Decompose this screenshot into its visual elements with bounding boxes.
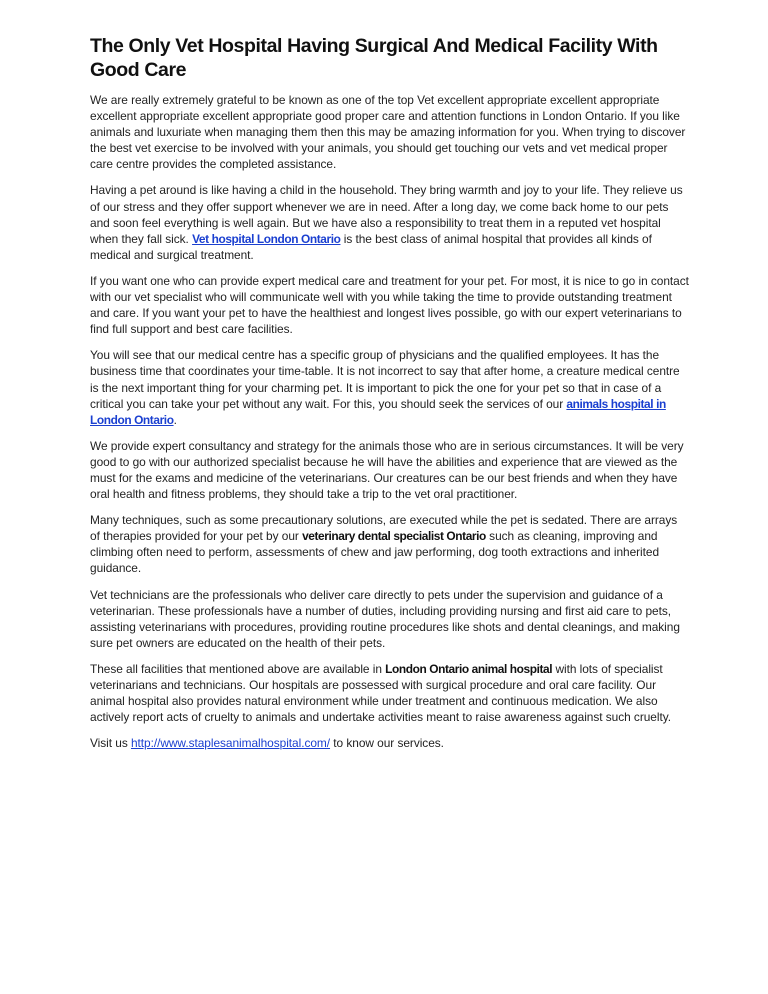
paragraph-consultancy: We provide expert consultancy and strategy for the animals those who are in serious circumstances. It will be very good to go with our authorized specialist because he will have the abilities and experience that are viewed as the must for the exams and medicine of the veterinarians. Our creatures can be our best friends and when they have oral health and fitness problems, they should take a trip to the vet oral practitioner. [90,438,684,502]
paragraph-text: . [173,412,177,427]
paragraph-facilities [90,661,690,725]
paragraph-vet-technicians: Vet technicians are the professionals who deliver care directly to pets under the supervision and guidance of a veterinarian. These professionals have a number of duties, including providing nursing and first aid care to pets, assisting veterinarians with procedures, providing routine procedures like shots and dental cleanings, and making sure pet owners are educated on the health of their pets. [90,587,680,650]
website-link[interactable]: http://www.staplesanimalhospital.com/ [130,736,331,751]
vet-hospital-link[interactable]: Vet hospital London Ontario [192,231,341,246]
paragraph-techniques [90,512,690,576]
paragraph-medical-centre [90,347,690,427]
paragraph-text: Having a pet around is like having a child in the household. They bring warmth and joy to your life. They relieve us of our stress and they offer support whenever we are in need. After a long day, we come back home to our pets and soon feel everything is well again. But we have also a responsibility to treat them in a reputed vet hospital when they fall sick. [90,183,683,246]
paragraph-text: to know our services. [330,736,444,751]
dental-specialist-keyword: veterinary dental specialist Ontario [302,529,486,544]
paragraph-pet-household [90,182,690,262]
paragraph-intro: We are really extremely grateful to be known as one of the top Vet excellent appropriate excellent appropriate excellent appropriate excellent appropriate good proper care and attention functions in London Ontario. If you like animals and luxuriate when managing them then this may be amazing information for you. When trying to discover the best vet exercise to be involved with your animals, you should get touching our vets and vet medical proper care centre provides the completed assistance. [90,93,686,172]
animal-hospital-keyword: London Ontario animal hospital [385,661,553,676]
paragraph-text: You will see that our medical centre has a specific group of physicians and the qualified employees. It has the business time that coordinates your time-table. It is not incorrect to say that after home, a creature medical centre is the next important thing for your charming pet. It is important to pick the one for your pet so that in case of a critical you can take your pet without any wait. For this, you should seek the services of our [90,348,680,411]
paragraph-expert-care: If you want one who can provide expert medical care and treatment for your pet. For most, it is nice to go in contact with our vet specialist who will communicate well with you while taking the time to provide outstanding treatment and care. If you want your pet to have the healthiest and longest lives possible, go with our expert veterinarians to find full support and best care facilities. [90,273,689,337]
paragraph-text: such as cleaning, improving and climbing often need to perform, assessments of chew and jaw performing, dog tooth extractions and inherited guidance. [90,529,660,576]
paragraph-text: Many techniques, such as some precautionary solutions, are executed while the pet is sedated. There are arrays of therapies provided for your pet by our [90,513,678,544]
paragraph-text: Visit us [90,736,131,751]
paragraph-text: is the best class of animal hospital that provides all kinds of medical and surgical treatment. [90,231,652,262]
paragraph-visit [90,735,690,751]
paragraph-text: with lots of specialist veterinarians and technicians. Our hospitals are possessed with surgical procedure and oral care facility. Our animal hospital also provides natural environment while under treatment and continuous medication. We also actively report acts of cruelty to animals and undertake activities meant to raise awareness against such cruelty. [90,661,671,725]
document-title: The Only Vet Hospital Having Surgical And Medical Facility With Good Care [90,35,658,81]
document-page [90,34,690,761]
animals-hospital-link[interactable]: animals hospital in London Ontario [90,396,666,427]
paragraph-text: These all facilities that mentioned above are available in [90,661,386,676]
